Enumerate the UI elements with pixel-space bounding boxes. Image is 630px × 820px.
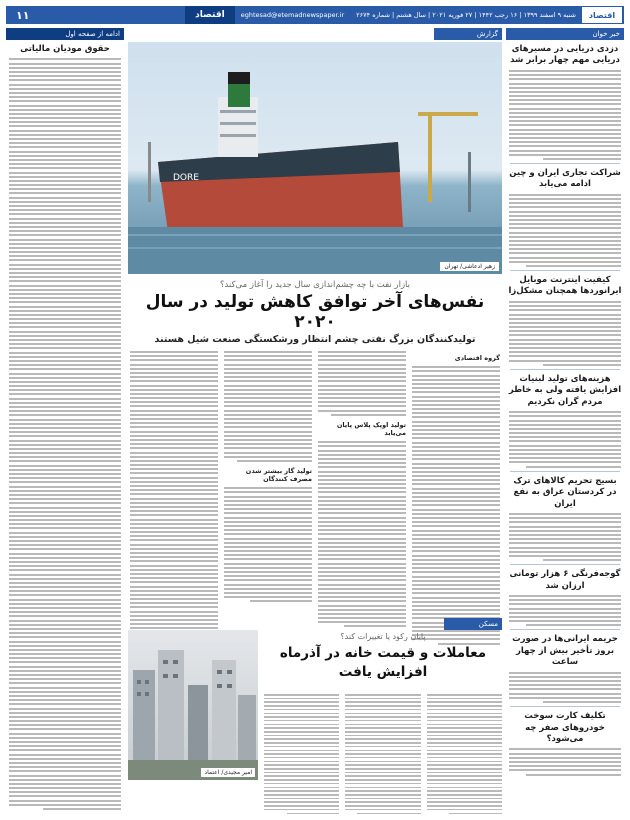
article-text-column [318, 351, 406, 651]
brief-body [506, 70, 624, 160]
brief-title: بسیج تحریم کالاهای ترک در کردستان عراق به نفع ایران [513, 475, 617, 509]
brief-title: گوجه‌فرنگی ۶ هزار تومانی ارزان شد [509, 569, 621, 591]
header-date-line: شنبه ۹ اسفند ۱۳۹۹ | ۱۶ رجب ۱۴۴۲ | ۲۷ فوریه ۲۰۲۱ | سال هشتم | شماره ۲۶۷۴ [356, 11, 576, 19]
article-body [128, 351, 502, 651]
brief-title: جریمه ایرانی‌ها در صورت بروز تأخیر بیش از چهار ساعت [512, 634, 618, 668]
housing-section-bar: مسکن [444, 618, 502, 630]
brief-title: کیفیت اینترنت موبایل ایرانوردها همچنان مشکل‌زا [508, 275, 622, 297]
brief-body [506, 595, 624, 626]
article-text-column [224, 351, 312, 651]
housing-article [128, 618, 502, 816]
brief-body [506, 301, 624, 366]
housing-kicker: پایان رکود یا تغییرات کند؟ [340, 632, 426, 641]
brief-body [506, 513, 624, 561]
article-subhead: تولیدکنندگان بزرگ نفتی چشم انتظار ورشکستگی صنعت شیل هستند [154, 334, 476, 345]
continued-section-bar: ادامه از صفحه اول [6, 28, 124, 40]
page-number: ۱۱ [16, 8, 30, 22]
section-title: اقتصاد [185, 6, 235, 24]
brief-title: دزدی دریایی در مسیرهای دریایی مهم چهار برابر شد [510, 44, 620, 66]
article-kicker: بازار نفت با چه چشم‌اندازی سال جدید را آغاز می‌کند؟ [219, 280, 411, 290]
brief-title: تکلیف کارت سوخت خودروهای صفر چه می‌شود؟ [524, 711, 606, 744]
tehran-buildings-photo [128, 630, 258, 780]
news-briefs-column [506, 28, 624, 816]
brief-body [506, 672, 624, 703]
briefs-section-bar: خبر خوان [506, 28, 624, 40]
housing-headline-line: معاملات و قیمت خانه در آذرماه [279, 645, 487, 661]
oil-tanker-illustration [128, 42, 502, 274]
housing-headline-line: افزایش یافت [338, 663, 428, 680]
article-subtitle: تولید گاز بیشتر شدن مصرف کنندگان [245, 467, 312, 484]
article-text-column [130, 351, 218, 651]
brief-title: شراکت تجاری ایران و چین ادامه می‌یابد [509, 167, 621, 190]
header-email: eghtesad@etemadnewspaper.ir [240, 11, 345, 19]
article-byline: گروه اقتصادی [454, 354, 500, 362]
main-article-column [128, 28, 502, 816]
header-logo: اقتصاد [582, 7, 622, 23]
brief-title: هزینه‌های تولید لبنیات افزایش یافته ولی به خاطر مردم گران نکردیم [508, 373, 622, 407]
article-headline: نفس‌های آخر توافق کاهش تولید در سال ۲۰۲۰ [145, 292, 485, 332]
buildings-illustration [128, 630, 258, 780]
brief-body [506, 411, 624, 467]
page-header [6, 6, 624, 24]
photo-caption: زهیر ادعاشی/ تهران [440, 262, 499, 271]
oil-tanker-photo [128, 42, 502, 274]
brief-body [506, 748, 624, 775]
ship-name-label: DORE [173, 173, 199, 183]
report-section-bar: گزارش [434, 28, 502, 40]
continued-article-body [6, 58, 124, 810]
housing-photo-caption: امیر مجیدی/ اعتماد [201, 768, 255, 777]
continued-column [6, 28, 124, 816]
housing-headline [264, 644, 502, 682]
housing-article-body [264, 694, 502, 814]
article-subtitle: تولید اوپک پلاس پایان می‌یابد [336, 421, 406, 437]
brief-body [506, 194, 624, 267]
article-text-column [412, 351, 500, 651]
continued-article-title: حقوق مودیان مالیاتی [20, 44, 110, 54]
